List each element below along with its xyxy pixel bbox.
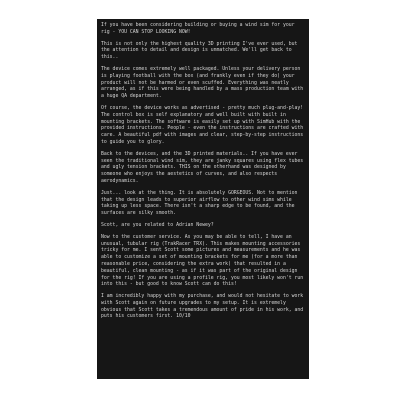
- review-text-panel: [97, 19, 309, 379]
- review-paragraph-7: Scott, are you related to Adrian Newey?: [101, 222, 214, 228]
- review-paragraph-3: The device comes extremely well packaged. Unless your delivery person is playing football with the box (and frankly even if they do) your product will not be harmed or even scuffed. Everything was neatly arranged, as if this were being handled by a mass production team with a huge QA department.: [101, 66, 307, 100]
- review-paragraph-4: Of course, the device works as advertised - pretty much plug-and-play! The control box is self explanatory and well built with built in mounting brackets. The software is easily set up with SimHub with the provided instructions. People - even the instructions are crafted with care. A beautiful pdf with images and clear, step-by-step instructions to guide you to glory.: [101, 105, 307, 145]
- review-paragraph-6: Just... look at the thing. It is absolutely GORGEOUS. Not to mention that the design leads to superior airflow to other wind sims while taking up less space. There isn't a sharp edge to be found, and the surfaces are silky smooth.: [101, 190, 301, 217]
- review-paragraph-5: Back to the devices, and the 3D printed materials.. If you have ever seen the traditional wind sim, they are janky squares using flex tubes and ugly tension brackets. THIS on the otherhand was designed by someone who enjoys the aestetics of curves, and also respects aerodynamics.: [101, 151, 307, 184]
- review-paragraph-9: I am incredibly happy with my purchase, and would not hesitate to work with Scott again on future upgrades to my setup. It is extremely obvious that Scott takes a tremendous amount of pride in his work, and puts his customers first. 10/10: [101, 294, 307, 320]
- review-paragraph-1: If you have been considering building or buying a wind sim for your rig - YOU CAN STOP LOOKING NOW!: [101, 23, 298, 35]
- review-paragraph-8: Now to the customer service. As you may be able to tell, I have an unusual, tubular rig (TrakRacer TRX). This makes mounting accessories tricky for me. I sent Scott some pictures and measurements and he was able to customize a set of mounting brackets for me (for a more than reasonable price, considering the extra work) that resulted in a beautiful, clean mounting - as if it was part of the original design for the rig! If you are using a profile rig, you most likely won't run into this - but good to know Scott can do this!: [101, 234, 307, 288]
- review-paragraph-2: This is not only the highest quality 3D printing I've ever used, but the attention to detail and design is unmatched. We'll get back to this..: [101, 41, 301, 61]
